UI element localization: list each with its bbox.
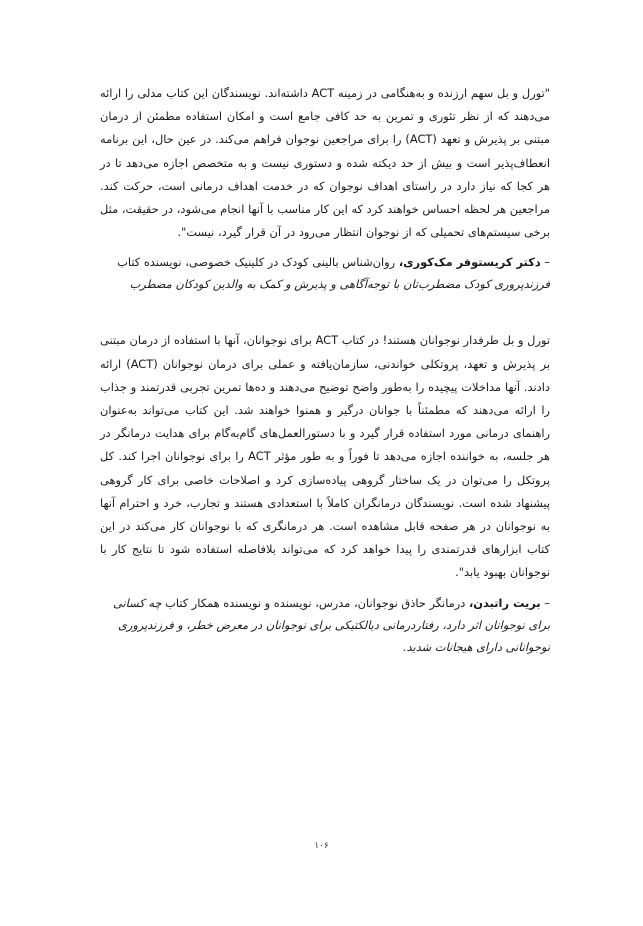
endorsement-attribution-2: [100, 592, 550, 658]
endorser-role: درمانگر حاذق نوجوانان، مدرس، نویسنده و نویسنده همکار کتاب: [161, 595, 469, 610]
attribution-dash: –: [540, 595, 550, 610]
endorser-name: دکتر کریستوفر مک‌کوری،: [398, 255, 541, 270]
endorsement-quote-2: تورل و بل طرفدار نوجوانان هستند! در کتاب ACT برای نوجوانان، آنها با استفاده از درمان مبتنی بر پذیرش و تعهد، پروتکلی خواندنی، سازمان‌یافته و عملی برای درمان نوجوانان (ACT) ارائه دادند. آنها مداخلات پیچیده را به‌طور واضح توضیح می‌دهند و ده‌ها تمرین تجربی قدرتمند و جذاب را ارائه می‌دهند که مطمئناً با جوانان درگیر و همنوا خواهند شد. این کتاب می‌تواند به‌عنوان راهنمای درمانی مورد استفاده قرار گیرد و با دستورالعمل‌های گام‌به‌گام برای هدایت درمانگر در هر جلسه، به خواننده اجازه می‌دهد تا فوراً و به طور مؤثر ACT را برای نوجوانان اجرا کند. کل پروتکل را می‌توان در یک ساختار گروهی پیاده‌سازی کرد و اصلاحات خاصی برای کار گروهی پیشنهاد شده است. نویسندگان درمانگران کاملاً با استعدادی هستند و تجارب، خرد و احترام آنها به نوجوانان در هر صفحه قابل مشاهده است. هر درمانگری که با نوجوانان کار می‌کند در این کتاب ابزارهای قدرتمندی را پیدا خواهد کرد که می‌تواند بلافاصله استفاده شود تا نتایج کار با نوجوانان بهبود یابد".: [100, 333, 551, 580]
endorser-role: روان‌شناس بالینی کودک در کلینیک خصوصی، نویسنده کتاب: [117, 255, 399, 270]
endorser-book-title: چه کسانی برای نوجوانان اثر دارد، رفتاردرمانی دیالکتیکی برای نوجوانان در معرض خطر، و فرزندپروری نوجوانانی دارای هیجانات شدید.: [113, 595, 550, 654]
endorsement-attribution-1: [100, 251, 550, 295]
endorsement-quote-1: "تورل و بل سهم ارزنده و به‌هنگامی در زمینه ACT داشته‌اند. نویسندگان این کتاب مدلی را ارائه می‌دهند که از نظر تئوری و تمرین به حد کافی جامع است و امکان استفاده مطمئن از درمان مبتنی بر پذیرش و تعهد (ACT) را برای مراجعین نوجوان فراهم می‌کند. در عین حال، این برنامه انعطاف‌پذیر است و بیش از حد دیکته شده و دستوری نیست و به متخصص اجازه می‌دهد تا در هر کجا که نیاز دارد در راستای اهداف نوجوان که در خدمت اهداف درمانی است، حرکت کند. مراجعین هر لحظه احساس خواهند کرد که این کار مناسب با آنها انجام می‌شود، در حقیقت، مثل برخی سیستم‌های تحمیلی که از نوجوان انتظار می‌رود در آن قرار گیرد، نیست".: [100, 86, 550, 240]
page-content: [100, 82, 550, 658]
attribution-dash: –: [540, 255, 550, 270]
endorser-book-title: فرزندپروری کودک مضطرب‌تان با توجه‌آگاهی و پذیرش و کمک به والدین کودکان مضطرب: [129, 277, 550, 292]
page-number: ۱۰۶: [314, 841, 329, 851]
endorser-name: بریت راتبدن،: [468, 595, 541, 610]
